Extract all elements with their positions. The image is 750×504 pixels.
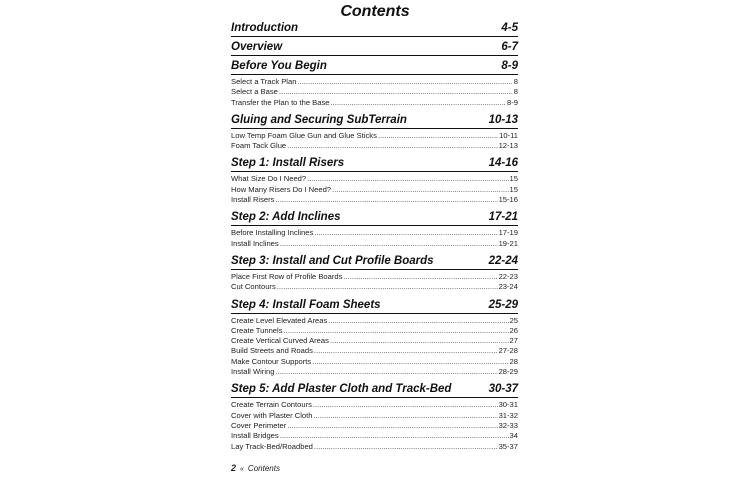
dot-leader bbox=[328, 316, 508, 326]
dot-leader bbox=[280, 239, 498, 249]
dot-leader bbox=[279, 87, 513, 97]
dot-leader bbox=[280, 431, 509, 441]
entry-title: Foam Tack Glue bbox=[231, 141, 287, 151]
entry-title: Cover with Plaster Cloth bbox=[231, 410, 313, 420]
dot-leader bbox=[343, 272, 497, 282]
entry-page: 25 bbox=[509, 315, 518, 325]
table-of-contents bbox=[231, 22, 518, 452]
section-heading[interactable] bbox=[231, 22, 518, 37]
dot-leader bbox=[313, 411, 497, 421]
entry-page: 28 bbox=[509, 356, 518, 366]
toc-entry[interactable] bbox=[231, 141, 518, 151]
section-title: Step 3: Install and Cut Profile Boards bbox=[231, 254, 434, 267]
toc-entry[interactable] bbox=[231, 346, 518, 356]
section-heading[interactable] bbox=[231, 255, 518, 270]
entry-title: Low Temp Foam Glue Gun and Glue Sticks bbox=[231, 130, 377, 140]
dot-leader bbox=[287, 421, 497, 431]
dot-leader bbox=[378, 131, 498, 141]
section-title: Step 5: Add Plaster Cloth and Track-Bed bbox=[231, 383, 452, 396]
toc-section bbox=[231, 22, 518, 37]
toc-entry[interactable] bbox=[231, 239, 518, 249]
toc-entry[interactable] bbox=[231, 77, 518, 87]
dot-leader bbox=[297, 77, 512, 87]
toc-section bbox=[231, 60, 518, 108]
section-pages: 8-9 bbox=[501, 60, 518, 72]
entry-page: 31-32 bbox=[498, 410, 518, 420]
section-pages: 30-37 bbox=[488, 383, 518, 396]
entry-title: Before Installing Inclines bbox=[231, 228, 314, 238]
toc-entry[interactable] bbox=[231, 431, 518, 441]
entry-page: 17-19 bbox=[498, 228, 518, 238]
section-title: Step 2: Add Inclines bbox=[231, 211, 341, 224]
entry-title: Create Vertical Curved Areas bbox=[231, 336, 329, 346]
entry-title: How Many Risers Do I Need? bbox=[231, 184, 332, 194]
section-pages: 22-24 bbox=[488, 254, 518, 267]
toc-entry[interactable] bbox=[231, 282, 518, 292]
section-pages: 10-13 bbox=[488, 113, 518, 126]
section-title: Overview bbox=[231, 41, 283, 53]
dot-leader bbox=[312, 357, 508, 367]
toc-entry[interactable] bbox=[231, 87, 518, 97]
toc-entry[interactable] bbox=[231, 357, 518, 367]
entry-title: Select a Track Plan bbox=[231, 77, 297, 86]
dot-leader bbox=[275, 367, 497, 377]
entry-title: Install Bridges bbox=[231, 431, 279, 441]
dot-leader bbox=[275, 195, 497, 205]
entry-title: Build Streets and Roads bbox=[231, 346, 313, 356]
entry-page: 34 bbox=[509, 431, 518, 441]
section-title: Gluing and Securing SubTerrain bbox=[231, 113, 407, 126]
section-heading[interactable] bbox=[231, 60, 518, 75]
entry-page: 8 bbox=[513, 87, 518, 97]
section-heading[interactable] bbox=[231, 383, 518, 398]
toc-entry[interactable] bbox=[231, 400, 518, 410]
entry-title: Cover Perimeter bbox=[231, 420, 287, 430]
entry-page: 8 bbox=[513, 77, 518, 86]
toc-entry[interactable] bbox=[231, 272, 518, 282]
entry-title: Make Contour Supports bbox=[231, 356, 312, 366]
toc-entry[interactable] bbox=[231, 131, 518, 141]
entry-title: Create Tunnels bbox=[231, 325, 283, 335]
footer-separator: « bbox=[240, 466, 244, 473]
toc-entry[interactable] bbox=[231, 185, 518, 195]
entry-page: 15 bbox=[509, 184, 518, 194]
section-title: Before You Begin bbox=[231, 60, 327, 72]
section-heading[interactable] bbox=[231, 211, 518, 226]
section-title: Step 1: Install Risers bbox=[231, 157, 345, 170]
entry-title: Cut Contours bbox=[231, 282, 276, 292]
footer-page-number: 2 bbox=[231, 463, 237, 473]
toc-entry[interactable] bbox=[231, 174, 518, 184]
entry-title: Install Wiring bbox=[231, 367, 275, 377]
entry-page: 15-16 bbox=[498, 195, 518, 205]
entry-title: Create Level Elevated Areas bbox=[231, 315, 328, 325]
toc-entry[interactable] bbox=[231, 442, 518, 452]
section-pages: 14-16 bbox=[488, 157, 518, 170]
entry-title: Transfer the Plan to the Base bbox=[231, 97, 330, 107]
toc-section bbox=[231, 41, 518, 56]
footer-label: Contents bbox=[247, 464, 280, 473]
dot-leader bbox=[314, 228, 497, 238]
entry-page: 35-37 bbox=[498, 441, 518, 451]
section-heading[interactable] bbox=[231, 157, 518, 172]
entry-title: Lay Track-Bed/Roadbed bbox=[231, 441, 313, 451]
entry-page: 28-29 bbox=[498, 367, 518, 377]
entry-page: 27 bbox=[509, 336, 518, 346]
section-heading[interactable] bbox=[231, 299, 518, 314]
entry-page: 10-11 bbox=[499, 130, 518, 140]
dot-leader bbox=[277, 282, 498, 292]
dot-leader bbox=[284, 326, 509, 336]
dot-leader bbox=[287, 141, 497, 151]
section-pages: 25-29 bbox=[488, 298, 518, 311]
toc-section bbox=[231, 299, 518, 378]
dot-leader bbox=[332, 185, 509, 195]
dot-leader bbox=[330, 336, 509, 346]
entry-page: 19-21 bbox=[498, 238, 518, 248]
entry-title: Place First Row of Profile Boards bbox=[231, 271, 343, 281]
section-title: Introduction bbox=[231, 22, 299, 34]
entry-title: Create Terrain Contours bbox=[231, 400, 312, 410]
toc-entry[interactable] bbox=[231, 195, 518, 205]
entry-page: 8-9 bbox=[507, 97, 518, 107]
toc-entry[interactable] bbox=[231, 336, 518, 346]
toc-section bbox=[231, 114, 518, 152]
toc-section bbox=[231, 157, 518, 205]
section-pages: 6-7 bbox=[501, 41, 518, 53]
dot-leader bbox=[313, 400, 498, 410]
toc-section bbox=[231, 383, 518, 451]
entry-page: 15 bbox=[509, 174, 518, 184]
toc-entry[interactable] bbox=[231, 98, 518, 108]
entry-title: Install Inclines bbox=[231, 238, 279, 248]
toc-entry[interactable] bbox=[231, 421, 518, 431]
entry-page: 23-24 bbox=[498, 282, 518, 292]
toc-entry[interactable] bbox=[231, 326, 518, 336]
page-title: Contents bbox=[340, 3, 410, 20]
entry-page: 32-33 bbox=[498, 420, 518, 430]
toc-entry[interactable] bbox=[231, 316, 518, 326]
entry-title: Select a Base bbox=[231, 87, 278, 97]
section-heading[interactable] bbox=[231, 114, 518, 129]
page-footer bbox=[231, 463, 280, 473]
toc-entry[interactable] bbox=[231, 228, 518, 238]
section-pages: 4-5 bbox=[501, 22, 518, 34]
section-pages: 17-21 bbox=[488, 211, 518, 224]
entry-page: 12-13 bbox=[498, 141, 518, 151]
entry-page: 30-31 bbox=[498, 400, 518, 410]
toc-section bbox=[231, 255, 518, 293]
toc-section bbox=[231, 211, 518, 249]
entry-title: Install Risers bbox=[231, 195, 275, 205]
toc-entry[interactable] bbox=[231, 367, 518, 377]
dot-leader bbox=[331, 98, 507, 108]
entry-page: 27-28 bbox=[498, 346, 518, 356]
section-heading[interactable] bbox=[231, 41, 518, 56]
dot-leader bbox=[314, 346, 498, 356]
section-title: Step 4: Install Foam Sheets bbox=[231, 298, 381, 311]
dot-leader bbox=[307, 174, 508, 184]
entry-title: What Size Do I Need? bbox=[231, 174, 307, 184]
toc-entry[interactable] bbox=[231, 411, 518, 421]
entry-page: 22-23 bbox=[498, 271, 518, 281]
dot-leader bbox=[314, 442, 498, 452]
entry-page: 26 bbox=[509, 325, 518, 335]
